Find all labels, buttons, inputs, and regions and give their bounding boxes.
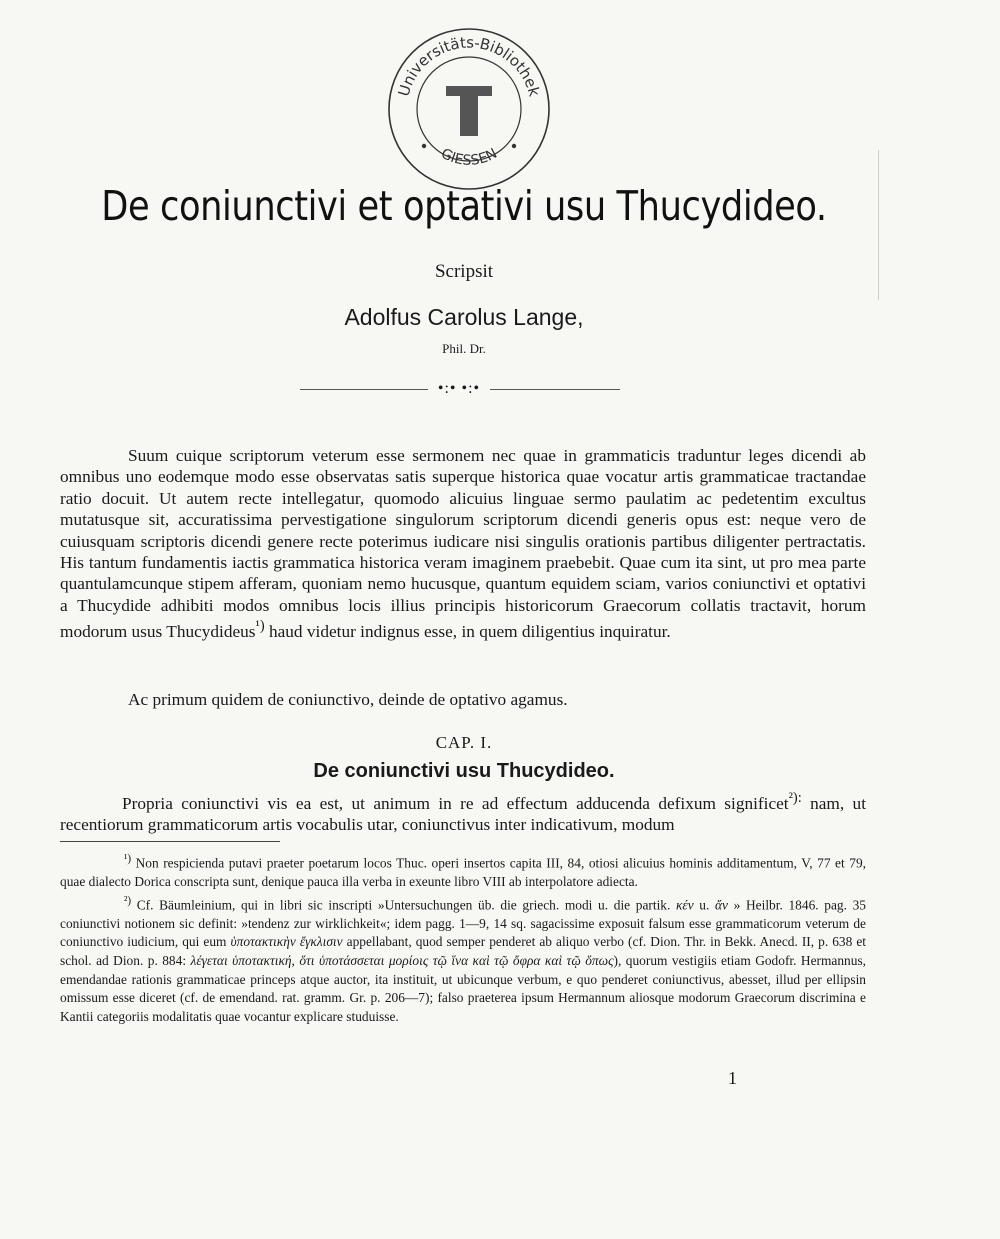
footnote-2: $^{^2)}$ Cf. Bäumleinium, qui in libri sic inscripti »Untersuchungen üb. die griech. modi u. die partik. κέν u. ἄν » Heilbr. 1846. pag. 35 coniunctivi notionem sic definit: »tendenz zur wirklichkeit«; idem pagg. 1—9, 14 sq. sagacissime exposuit falsum esse grammaticorum veterum de coniunctivo iudicium, qui eum ὑποτακτικὴν ἔγκλισιν appellabant, quod semper penderet ab aliquo verbo (cf. Dion. Thr. in Bekk. Anecd. II, p. 638 et schol. ad Dion. p. 884: λέγεται ὑποτακτική, ὅτι ὑποτάσσεται μορίοις τῷ ἵνα καὶ τῷ ὄφρα καὶ τῷ ὅπως), quorum vestigiis etiam Godofr. Hermannus, emendandae rationis grammaticae princeps atque auctor, ita instituit, ut ubicunque verbum, e quo penderet coniunctivus, abesset, illud per ellipsin omissum esse diceret (cf. de emendand. rat. gramm. Gr. p. 206—7); falso praeterea ipsum Hermannum aliosque modorum Graecorum discrimina e Kantii categoriis modalitatis quae vocantur explicare studuisse.: [60, 894, 867, 1024]
plan-paragraph: Ac primum quidem de coniunctivo, deinde de optativo agamus.: [128, 690, 568, 709]
chapter-number: CAP. I.: [435, 733, 493, 752]
footnote-ref-1: ¹): [255, 618, 265, 635]
divider-left: [300, 389, 428, 390]
footnotes: [60, 850, 866, 1026]
library-stamp: [384, 24, 554, 194]
stamp-city-text: GIESSEN: [438, 145, 500, 169]
footnote-1: $^{^1)}$ Non respicienda putavi praeter poetarum locos Thuc. operi insertos capita III, 84, otiosi alicuius hominis additamentum, V, 77 et 79, quae dialecto Dorica conscripta sunt, denique pauca illa verba in exeunte libro VIII ab interpolatore adiecta.: [60, 853, 866, 890]
divider-right: [490, 389, 620, 390]
scripsit-label: Scripsit: [434, 261, 494, 282]
divider-ornament: •:• •:•: [437, 380, 481, 397]
chapter-title: De coniunctivi usu Thucydideo.: [313, 760, 615, 782]
paper-title: De coniunctivi et optativi usu Thucydideo.: [101, 182, 827, 230]
chapter-paragraph: Propria coniunctivi vis ea est, ut animum in re ad effectum adducenda defixum significet$^{^2):}$ nam, ut recentiorum grammaticorum artis vocabulis utar, coniunctivus inter indicativum, modum: [60, 790, 866, 835]
stamp-ring-text: Universitäts-Bibliothek: [394, 33, 544, 99]
author-name: Adolfus Carolus Lange,: [344, 304, 584, 330]
author-degree: Phil. Dr.: [442, 341, 486, 356]
intro-paragraph: Suum cuique scriptorum veterum esse sermonem nec quae in grammaticis traduntur leges dicendi ab omnibus uno eodemque modo esse observatas satis superque historica quae vocatur artis grammaticae tractandae ratio docuit. Ut autem recte intellegatur, quomodo alicuius linguae sermo paulatim ac pedetentim excultus mutatusque sit, accuratissima pervestigatione singulorum scriptorum dicendi generis opus est: neque vero de cuiusquam scriptoris dicendi genere recte poterimus iudicare nisi singulis orationis partibus diligenter pertractatis. His tantum fundamentis iactis grammatica historica veram imaginem praebebit. Quae cum ita sint, ut pro mea parte quantulamcunque stipem afferam, quoniam nemo hucusque, quantum equidem sciam, varios coniunctivi et optativi a Thucydide adhibiti modos omnibus locis illius principis historicorum Graecorum collatis tractavit, horum modorum usus Thucydideus$^{^1)}$ haud videtur indignus esse, in quem diligentius inquiratur.: [60, 446, 866, 642]
footnote-separator: [60, 841, 280, 842]
footnote-ref-2: ²):: [788, 790, 802, 806]
page-number: 1: [728, 1068, 737, 1088]
